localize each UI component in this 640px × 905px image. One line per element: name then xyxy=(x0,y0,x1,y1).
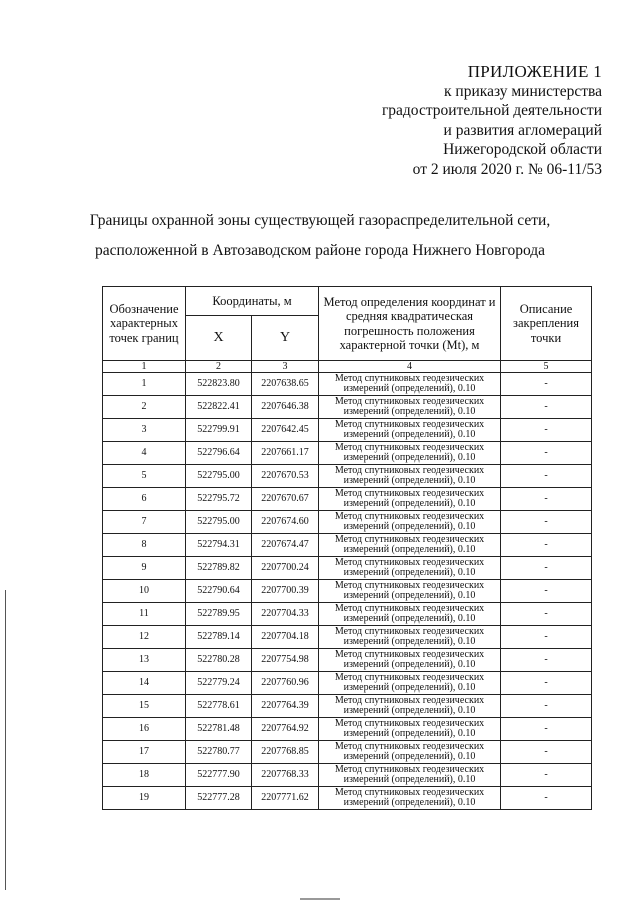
method-line: Метод спутниковых геодезических xyxy=(334,741,485,752)
table-row xyxy=(103,442,592,465)
coordinate-x: 522780.77 xyxy=(186,741,252,764)
coordinate-x: 522779.24 xyxy=(186,672,252,695)
coordinate-x: 522789.82 xyxy=(186,557,252,580)
point-description: - xyxy=(501,626,592,649)
coordinate-x: 522780.28 xyxy=(186,649,252,672)
table-row xyxy=(103,787,592,810)
method-line: измерений (определений), 0.10 xyxy=(343,475,476,486)
method-cell xyxy=(319,511,501,534)
coordinate-x: 522789.14 xyxy=(186,626,252,649)
method-line: Метод спутниковых геодезических xyxy=(334,465,485,476)
coordinate-x: 522795.72 xyxy=(186,488,252,511)
method-line: измерений (определений), 0.10 xyxy=(343,751,476,762)
coordinate-y: 2207700.39 xyxy=(252,580,319,603)
table-body xyxy=(103,373,592,810)
point-description: - xyxy=(501,580,592,603)
method-cell xyxy=(319,488,501,511)
point-description: - xyxy=(501,718,592,741)
table-row xyxy=(103,626,592,649)
column-number: 3 xyxy=(252,361,319,373)
coordinate-y: 2207670.53 xyxy=(252,465,319,488)
coordinate-y: 2207768.85 xyxy=(252,741,319,764)
point-description: - xyxy=(501,649,592,672)
coordinate-x: 522790.64 xyxy=(186,580,252,603)
method-line: Метод спутниковых геодезических xyxy=(334,511,485,522)
appendix-line: градостроительной деятельности xyxy=(381,102,602,119)
point-description: - xyxy=(501,396,592,419)
point-description: - xyxy=(501,511,592,534)
table-row xyxy=(103,672,592,695)
method-line: Метод спутниковых геодезических xyxy=(334,442,485,453)
method-line: Метод спутниковых геодезических xyxy=(334,488,485,499)
table-row xyxy=(103,741,592,764)
method-cell xyxy=(319,557,501,580)
point-description: - xyxy=(501,764,592,787)
method-line: измерений (определений), 0.10 xyxy=(343,521,476,532)
point-number: 5 xyxy=(103,465,186,488)
coordinate-x: 522796.64 xyxy=(186,442,252,465)
method-cell xyxy=(319,465,501,488)
method-cell xyxy=(319,672,501,695)
appendix-line: Нижегородской области xyxy=(443,141,602,158)
appendix-line: от 2 июля 2020 г. № 06-11/53 xyxy=(412,160,602,178)
method-cell xyxy=(319,764,501,787)
method-line: Метод спутниковых геодезических xyxy=(334,603,485,614)
scan-edge-line xyxy=(5,590,6,890)
appendix-block xyxy=(302,62,602,179)
scan-mark xyxy=(300,898,340,900)
method-cell xyxy=(319,741,501,764)
point-number: 12 xyxy=(103,626,186,649)
method-cell xyxy=(319,787,501,810)
method-cell xyxy=(319,649,501,672)
appendix-line: к приказу министерства xyxy=(444,82,602,100)
coordinate-y: 2207674.47 xyxy=(252,534,319,557)
coordinate-x: 522823.80 xyxy=(186,373,252,396)
coordinate-y: 2207638.65 xyxy=(252,373,319,396)
point-number: 1 xyxy=(103,373,186,396)
method-cell xyxy=(319,603,501,626)
point-description: - xyxy=(501,741,592,764)
method-cell xyxy=(319,580,501,603)
point-description: - xyxy=(501,465,592,488)
coordinate-x: 522822.41 xyxy=(186,396,252,419)
point-number: 18 xyxy=(103,764,186,787)
column-number: 4 xyxy=(319,361,501,373)
table-row xyxy=(103,488,592,511)
point-number: 19 xyxy=(103,787,186,810)
coordinate-y: 2207646.38 xyxy=(252,396,319,419)
point-number: 2 xyxy=(103,396,186,419)
title-line: расположенной в Автозаводском районе города Нижнего Новгорода xyxy=(94,242,546,259)
point-number: 14 xyxy=(103,672,186,695)
header-coordinates: Координаты, м xyxy=(186,287,319,316)
table-row xyxy=(103,764,592,787)
method-cell xyxy=(319,534,501,557)
point-description: - xyxy=(501,557,592,580)
appendix-line: и развития агломераций xyxy=(443,121,602,139)
method-line: измерений (определений), 0.10 xyxy=(343,406,476,417)
table-row xyxy=(103,603,592,626)
point-description: - xyxy=(501,534,592,557)
column-number: 1 xyxy=(103,361,186,373)
column-number: 2 xyxy=(186,361,252,373)
method-line: измерений (определений), 0.10 xyxy=(343,728,476,739)
coordinate-y: 2207670.67 xyxy=(252,488,319,511)
title-line: Границы охранной зоны существующей газораспределительной сети, xyxy=(89,212,551,229)
coordinate-y: 2207764.39 xyxy=(252,695,319,718)
method-line: Метод спутниковых геодезических xyxy=(334,557,485,568)
point-number: 3 xyxy=(103,419,186,442)
coordinate-x: 522795.00 xyxy=(186,465,252,488)
header-y: Y xyxy=(252,316,319,361)
point-number: 8 xyxy=(103,534,186,557)
point-description: - xyxy=(501,695,592,718)
method-cell xyxy=(319,442,501,465)
coordinate-x: 522781.48 xyxy=(186,718,252,741)
method-line: Метод спутниковых геодезических xyxy=(334,396,485,407)
coordinate-y: 2207704.33 xyxy=(252,603,319,626)
method-line: измерений (определений), 0.10 xyxy=(343,774,476,785)
method-line: измерений (определений), 0.10 xyxy=(343,659,476,670)
point-number: 4 xyxy=(103,442,186,465)
method-line: измерений (определений), 0.10 xyxy=(343,429,476,440)
point-number: 15 xyxy=(103,695,186,718)
method-cell xyxy=(319,396,501,419)
point-description: - xyxy=(501,672,592,695)
method-line: измерений (определений), 0.10 xyxy=(343,544,476,555)
method-line: измерений (определений), 0.10 xyxy=(343,498,476,509)
point-number: 13 xyxy=(103,649,186,672)
method-line: измерений (определений), 0.10 xyxy=(343,705,476,716)
point-description: - xyxy=(501,603,592,626)
method-line: Метод спутниковых геодезических xyxy=(334,373,485,384)
method-line: измерений (определений), 0.10 xyxy=(343,636,476,647)
point-description: - xyxy=(501,419,592,442)
method-cell xyxy=(319,695,501,718)
document-title xyxy=(40,206,600,266)
method-line: Метод спутниковых геодезических xyxy=(334,534,485,545)
method-cell xyxy=(319,373,501,396)
point-number: 11 xyxy=(103,603,186,626)
method-line: Метод спутниковых геодезических xyxy=(334,695,485,706)
method-cell xyxy=(319,419,501,442)
method-line: Метод спутниковых геодезических xyxy=(334,626,485,637)
table-row xyxy=(103,396,592,419)
point-description: - xyxy=(501,442,592,465)
header-method: Метод определения координат и средняя квадратическая погрешность положения характерной точки (Mt), м xyxy=(319,287,501,361)
method-line: измерений (определений), 0.10 xyxy=(343,567,476,578)
method-line: Метод спутниковых геодезических xyxy=(334,419,485,430)
appendix-heading: ПРИЛОЖЕНИЕ 1 xyxy=(467,62,602,81)
method-line: Метод спутниковых геодезических xyxy=(334,787,485,798)
point-number: 9 xyxy=(103,557,186,580)
method-line: Метод спутниковых геодезических xyxy=(334,764,485,775)
point-number: 16 xyxy=(103,718,186,741)
table-row xyxy=(103,649,592,672)
point-number: 10 xyxy=(103,580,186,603)
method-cell xyxy=(319,626,501,649)
point-number: 6 xyxy=(103,488,186,511)
method-line: измерений (определений), 0.10 xyxy=(343,590,476,601)
point-number: 17 xyxy=(103,741,186,764)
point-description: - xyxy=(501,787,592,810)
coordinates-table xyxy=(102,286,592,810)
coordinate-y: 2207674.60 xyxy=(252,511,319,534)
method-line: измерений (определений), 0.10 xyxy=(343,613,476,624)
point-number: 7 xyxy=(103,511,186,534)
table-row xyxy=(103,695,592,718)
method-line: измерений (определений), 0.10 xyxy=(343,383,476,394)
coordinate-x: 522777.90 xyxy=(186,764,252,787)
coordinate-x: 522795.00 xyxy=(186,511,252,534)
coordinate-y: 2207700.24 xyxy=(252,557,319,580)
coordinate-x: 522778.61 xyxy=(186,695,252,718)
point-description: - xyxy=(501,488,592,511)
method-line: Метод спутниковых геодезических xyxy=(334,580,485,591)
coordinate-y: 2207768.33 xyxy=(252,764,319,787)
header-x: X xyxy=(186,316,252,361)
header-designation: Обозначение характерных точек границ xyxy=(103,287,186,361)
table-row xyxy=(103,511,592,534)
method-cell xyxy=(319,718,501,741)
method-line: Метод спутниковых геодезических xyxy=(334,649,485,660)
coordinate-y: 2207771.62 xyxy=(252,787,319,810)
method-line: Метод спутниковых геодезических xyxy=(334,672,485,683)
table-row xyxy=(103,557,592,580)
column-number: 5 xyxy=(501,361,592,373)
coordinate-x: 522777.28 xyxy=(186,787,252,810)
point-description: - xyxy=(501,373,592,396)
method-line: измерений (определений), 0.10 xyxy=(343,682,476,693)
coordinate-y: 2207764.92 xyxy=(252,718,319,741)
coordinate-x: 522794.31 xyxy=(186,534,252,557)
method-line: измерений (определений), 0.10 xyxy=(343,452,476,463)
table-row xyxy=(103,419,592,442)
method-line: Метод спутниковых геодезических xyxy=(334,718,485,729)
coordinate-x: 522799.91 xyxy=(186,419,252,442)
table-row xyxy=(103,534,592,557)
coordinate-y: 2207754.98 xyxy=(252,649,319,672)
table-row xyxy=(103,465,592,488)
coordinate-y: 2207642.45 xyxy=(252,419,319,442)
table-row xyxy=(103,373,592,396)
header-description: Описание закрепления точки xyxy=(501,287,592,361)
coordinate-y: 2207704.18 xyxy=(252,626,319,649)
method-line: измерений (определений), 0.10 xyxy=(343,797,476,808)
table-row xyxy=(103,580,592,603)
coordinate-y: 2207661.17 xyxy=(252,442,319,465)
table-row xyxy=(103,718,592,741)
coordinate-y: 2207760.96 xyxy=(252,672,319,695)
coordinate-x: 522789.95 xyxy=(186,603,252,626)
